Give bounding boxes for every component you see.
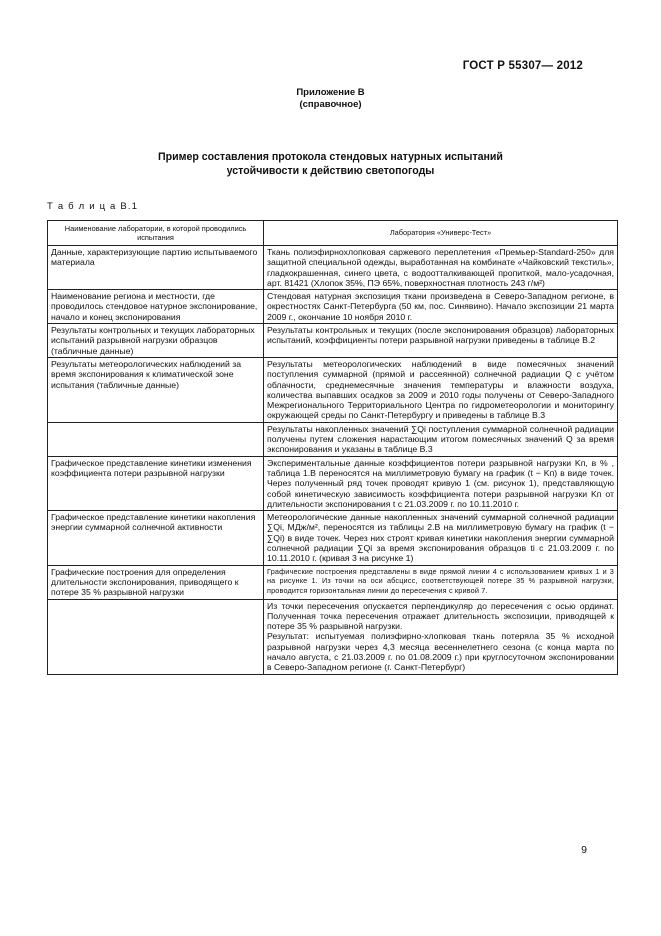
row-value (264, 599, 618, 674)
table-caption: Т а б л и ц а В.1 (47, 201, 139, 212)
row-label (48, 599, 264, 674)
column-header-laboratory: Лаборатория «Универс-Тест» (264, 221, 618, 246)
title-line-2: устойчивости к действию светопогоды (226, 164, 435, 177)
protocol-table (47, 220, 618, 675)
table-row (48, 246, 618, 290)
row-label: Графическое представление кинетики изменения коэффициента потери разрывной нагрузки (48, 456, 264, 510)
row-value: Результаты контрольных и текущих (после экспонирования образцов) лабораторных испытаний, коэффициенты потери разрывной нагрузки приведены в таблице В.2 (264, 324, 618, 358)
row-value: Стендовая натурная экспозиция ткани произведена в Северо-Западном регионе, в окрестностях Санкт-Петербурга (50 км, пос. Синявино). Начало экспозиции 21 марта 2009 г., окончание 10 ноября 2010 г. (264, 290, 618, 324)
table-row (48, 324, 618, 358)
row-value-paragraph: Из точки пересечения опускается перпендикуляр до пересечения с осью ординат. Полученная точка пересечения отражает длительность экспозиции, приводящей к потере 35 % разрывной нагрузки. (267, 600, 614, 632)
row-label (48, 422, 264, 456)
row-label: Графическое представление кинетики накопления энергии суммарной солнечной активности (48, 511, 264, 565)
table-header-row (48, 221, 618, 246)
title-line-1: Пример составления протокола стендовых натурных испытаний (158, 151, 503, 163)
standard-designation: ГОСТ Р 55307— 2012 (462, 60, 583, 72)
table-row (48, 599, 618, 674)
row-value: Результаты метеорологических наблюдений в виде помесячных значений поступления суммарной (прямой и рассеянной) солнечной радиации Q с учётом облачности, среднемесячные значения температуры и влажности воздуха, количества выпавших осадков за 2009 и 2010 годы получены от Северо-Западного Межрегионального Территориального Центра по гидрометеорологии и мониторингу окружающей среды по Санкт-Петербургу и приведены в таблице В.3 (264, 357, 618, 422)
appendix-heading (0, 87, 661, 111)
row-value: Результаты накопленных значений ∑Qi поступления суммарной солнечной радиации получены путем сложения нарастающим итогом помесячных значений Q за время экспонирования и указаны в таблице В.3 (264, 422, 618, 456)
row-value: Экспериментальные данные коэффициентов потери разрывной нагрузки Kп, в % , таблица 1.В переносятся на миллиметровую бумагу на график (t − Kп) в виде точек. Через полученный ряд точек проводят кривую 1 (см. рисунок 1), представляющую собой кинетическую зависимость коэффициента потери разрывной нагрузки Kп от длительности экспонирования t с 21.03.2009 г. по 10.11.2010 г. (264, 456, 618, 510)
table-row (48, 565, 618, 599)
row-value-result: Результат: испытуемая полиэфирно-хлопковая ткань потеряла 35 % исходной разрывной нагрузки через 4,3 месяца весеннелетнего сезона (с конца марта по начало августа, с 21.03.2009 г. по 01.08.2009 г.) при круглосуточном экспонировании в Северо-Западном регионе (г. Санкт-Петербург) (267, 631, 614, 673)
column-header-laboratory-name: Наименование лаборатории, в которой проводились испытания (48, 221, 264, 246)
table-row (48, 422, 618, 456)
row-label: Графические построения для определения длительности экспонирования, приводящего к потере 35 % разрывной нагрузки (48, 565, 264, 599)
row-value: Графические построения представлены в виде прямой линии 4 с использованием кривых 1 и 3 на рисунке 1. Из точки на оси абсцисс, соответствующей потере 35 % разрывной нагрузки, проводится горизонтальная линии до пересечения с кривой 7. (264, 565, 618, 599)
table-row (48, 511, 618, 565)
document-title (0, 151, 661, 178)
appendix-label: Приложение В (296, 87, 365, 98)
page-number: 9 (581, 844, 587, 856)
appendix-type: (справочное) (299, 99, 362, 110)
row-label: Результаты метеорологических наблюдений за время экспонирования к климатической зоне испытания (табличные данные) (48, 357, 264, 422)
row-value: Метеорологические данные накопленных значений суммарной солнечной радиации ∑Qi, МДж/м², переносятся из таблицы 2.В на миллиметровую бумагу на график (t − ∑Qi) в виде точек. Через них строят кривая кинетики накопления энергии суммарной солнечной радиации ∑Qi за время экспонирования образцов ti с 21.03.2009 г. по 10.11.2010 г. (кривая 3 на рисунке 1) (264, 511, 618, 565)
table-row (48, 357, 618, 422)
table-row (48, 456, 618, 510)
row-value: Ткань полиэфирнохлопковая саржевого переплетения «Премьер-Standard-250» для защитной специальной одежды, выработанная на комбинате «Чайковский текстиль», гладкокрашенная, синего цвета, с водоотталкивающей пропиткой, мало-усадочная, арт. 81421 (Хлопок 35%, ПЭ 65%, поверхностная плотность 243 г/м²) (264, 246, 618, 290)
row-label: Данные, характеризующие партию испытываемого материала (48, 246, 264, 290)
table-row (48, 290, 618, 324)
row-label: Наименование региона и местности, где проводилось стендовое натурное экспонирование, начало и конец экспонирования (48, 290, 264, 324)
row-label: Результаты контрольных и текущих лабораторных испытаний разрывной нагрузки образцов (табличные данные) (48, 324, 264, 358)
